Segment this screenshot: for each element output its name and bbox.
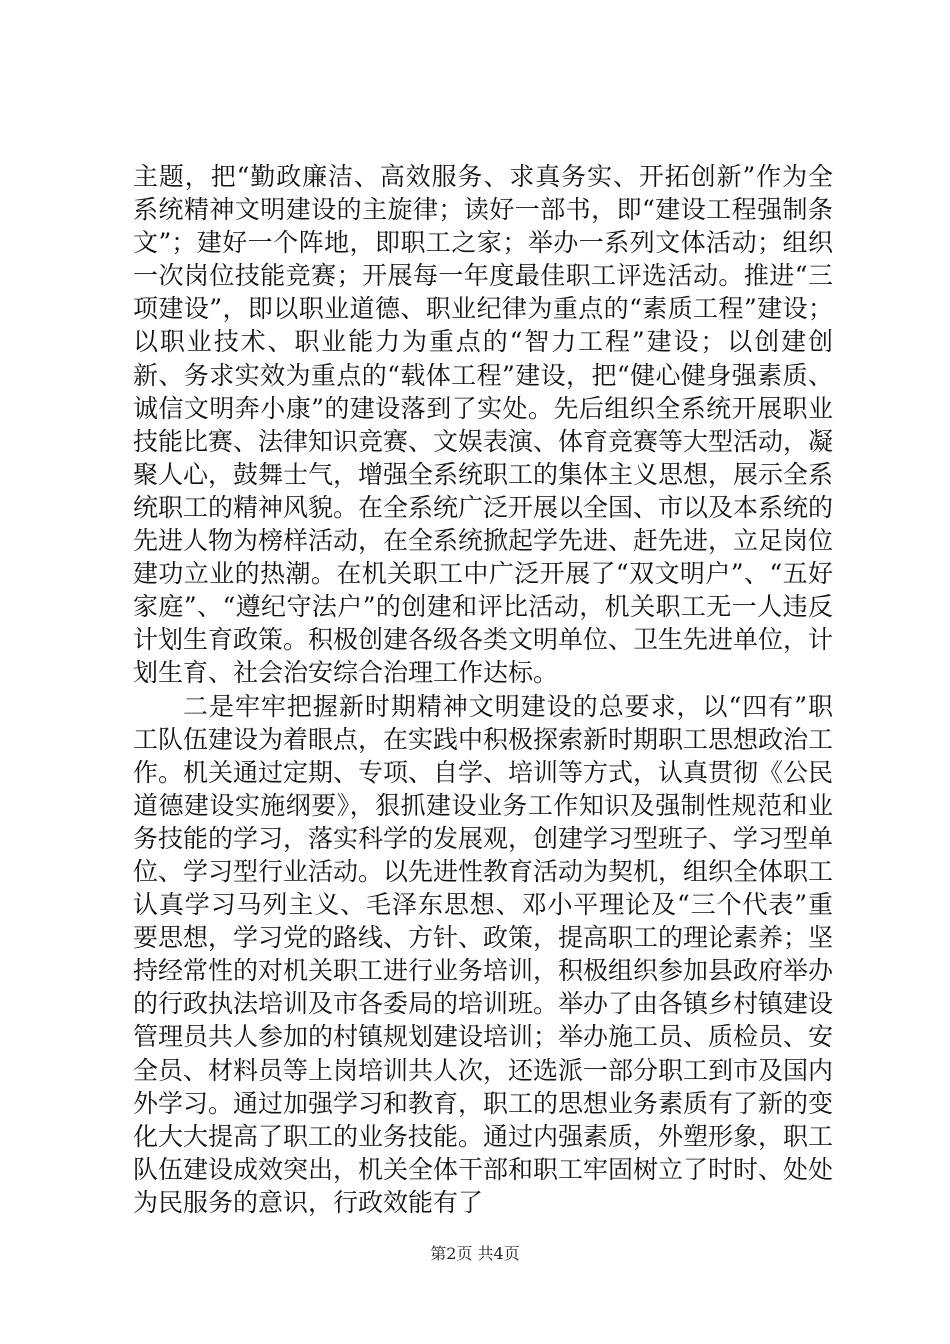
- paragraph-second: 二是牢牢把握新时期精神文明建设的总要求，以“四有”职工队伍建设为着眼点，在实践中积极探索新时期职工思想政治工作。机关通过定期、专项、自学、培训等方式，认真贯彻《公民道德建设实施纲要》，狠抓建设业务工作知识及强制性规范和业务技能的学习，落实科学的发展观，创建学习型班子、学习型单位、学习型行业活动。以先进性教育活动为契机，组织全体职工认真学习马列主义、毛泽东思想、邓小平理论及“三个代表”重要思想，学习党的路线、方针、政策，提高职工的理论素养；坚持经常性的对机关职工进行业务培训，积极组织参加县政府举办的行政执法培训及市各委局的培训班。举办了由各镇乡村镇建设管理员共人参加的村镇规划建设培训；举办施工员、质检员、安全员、材料员等上岗培训共人次，还选派一部分职工到市及国内外学习。通过加强学习和教育，职工的思想业务素质有了新的变化大大提高了职工的业务技能。通过内强素质，外塑形象，职工队伍建设成效突出，机关全体干部和职工牢固树立了时时、处处为民服务的意识，行政效能有了: [133, 691, 834, 1217]
- page-number-footer: 第2页 共4页: [430, 1244, 520, 1263]
- paragraph-continued: 主题，把“勤政廉洁、高效服务、求真务实、开拓创新”作为全系统精神文明建设的主旋律；读好一部书，即“建设工程强制条文”；建好一个阵地，即职工之家；举办一系列文体活动；组织一次岗位技能竞赛；开展每一年度最佳职工评选活动。推进“三项建设”，即以职业道德、职业纪律为重点的“素质工程”建设；以职业技术、职业能力为重点的“智力工程”建设；以创建创新、务求实效为重点的“载体工程”建设，把“健心健身强素质、诚信文明奔小康”的建设落到了实处。先后组织全系统开展职业技能比赛、法律知识竞赛、文娱表演、体育竞赛等大型活动，凝聚人心，鼓舞士气，增强全系统职工的集体主义思想，展示全系统职工的精神风貌。在全系统广泛开展以全国、市以及本系统的先进人物为榜样活动，在全系统掀起学先进、赶先进，立足岗位建功立业的热潮。在机关职工中广泛开展了“双文明户”、“五好家庭”、“遵纪守法户”的创建和评比活动，机关职工无一人违反计划生育政策。积极创建各级各类文明单位、卫生先进单位，计划生育、社会治安综合治理工作达标。: [133, 162, 834, 688]
- document-body: [133, 160, 833, 1219]
